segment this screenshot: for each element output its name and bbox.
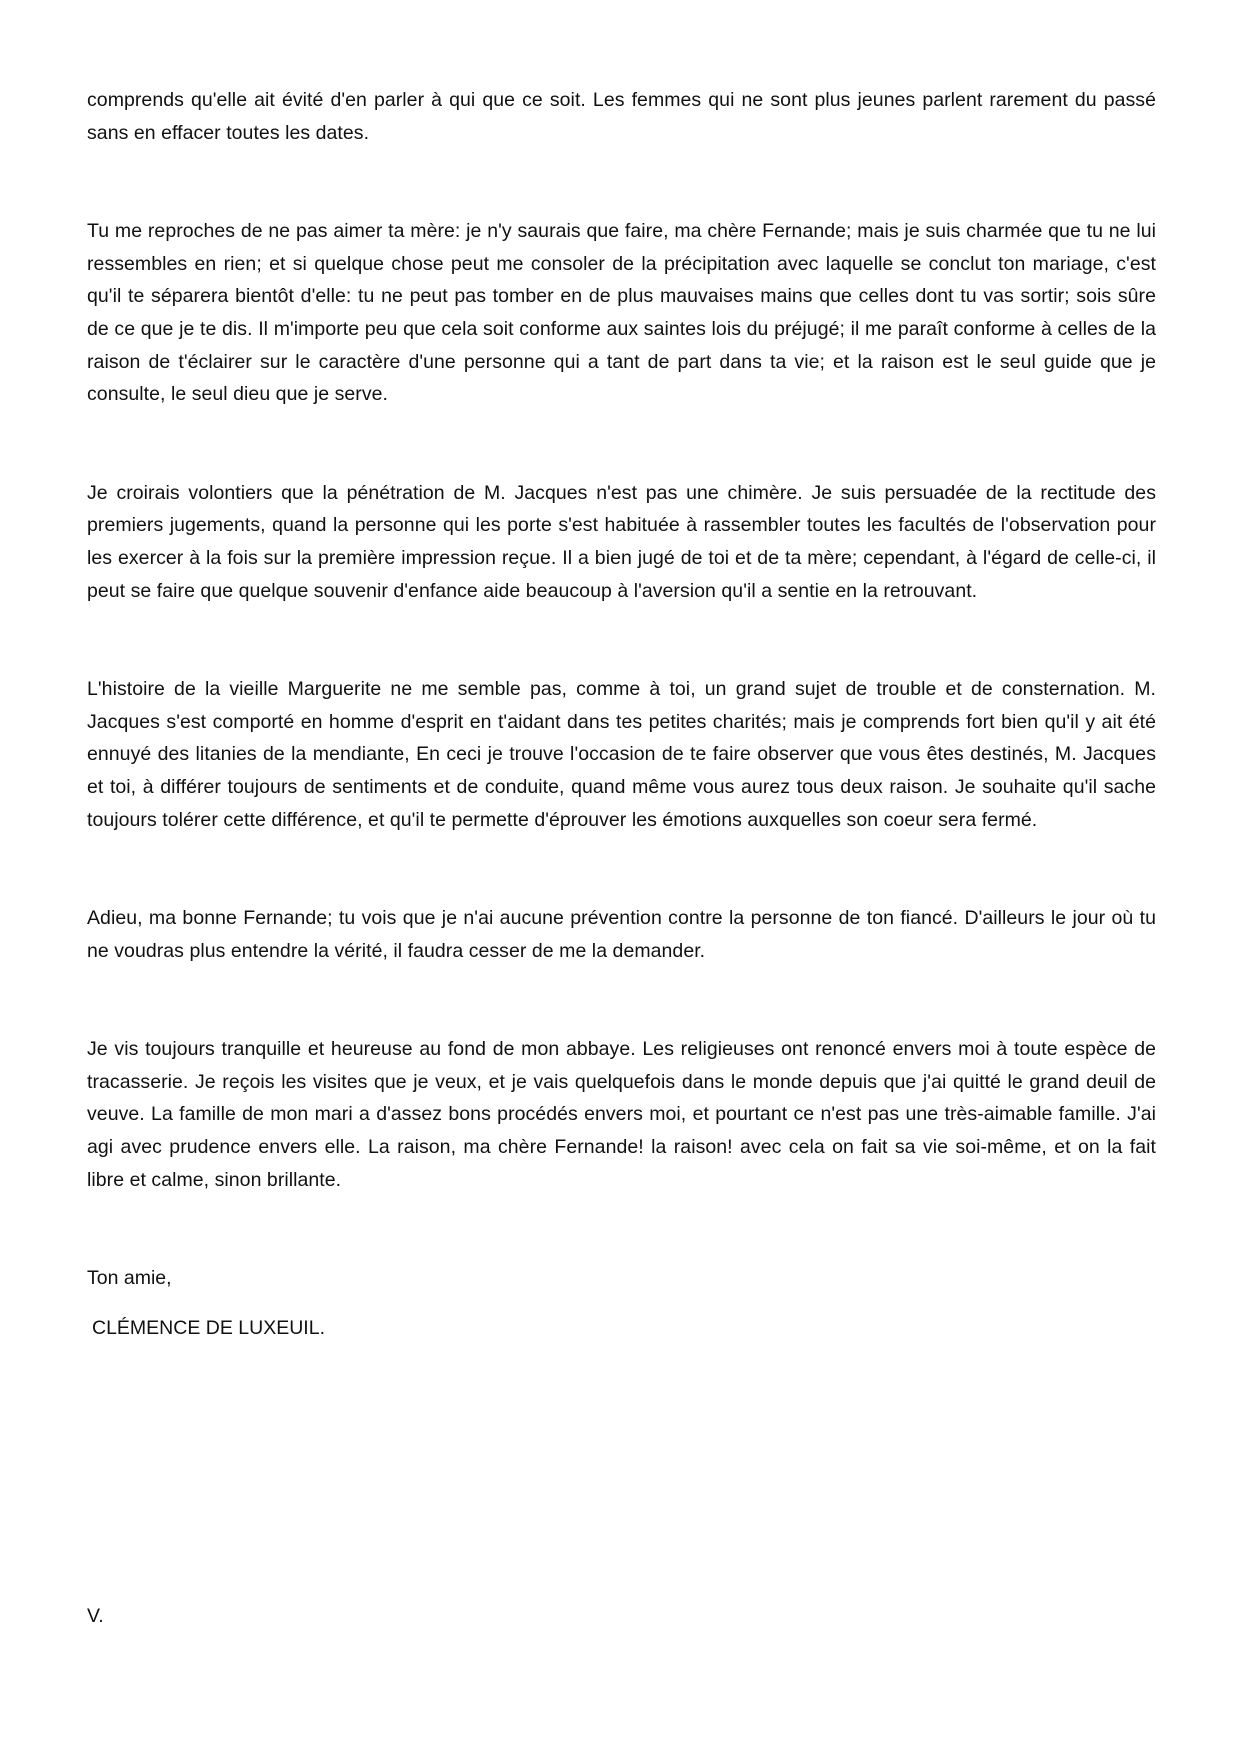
- paragraph: Je vis toujours tranquille et heureuse au fond de mon abbaye. Les religieuses ont renoncé envers moi à toute espèce de tracasserie. Je reçois les visites que je veux, et je vais quelquefois dans le monde depuis que j'ai quitté le grand deuil de veuve. La famille de mon mari a d'assez bons procédés envers moi, et pourtant ce n'est pas une très-aimable famille. J'ai agi avec prudence envers elle. La raison, ma chère Fernande! la raison! avec cela on fait sa vie soi-même, et on la fait libre et calme, sinon brillante.: [87, 1038, 1156, 1191]
- letter-body: [87, 84, 1156, 1344]
- letter-signature: CLÉMENCE DE LUXEUIL.: [92, 1316, 325, 1339]
- paragraph: L'histoire de la vieille Marguerite ne me semble pas, comme à toi, un grand sujet de trouble et de consternation. M. Jacques s'est comporté en homme d'esprit en t'aidant dans tes petites charités; mais je comprends fort bien qu'il y ait été ennuyé des litanies de la mendiante, En ceci je trouve l'occasion de te faire observer que vous êtes destinés, M. Jacques et toi, à différer toujours de sentiments et de conduite, quand même vous aurez tous deux raison. Je souhaite qu'il sache toujours tolérer cette différence, et qu'il te permette d'éprouver les émotions auxquelles son coeur sera fermé.: [87, 678, 1156, 831]
- paragraph: comprends qu'elle ait évité d'en parler à qui que ce soit. Les femmes qui ne sont plus jeunes parlent rarement du passé sans en effacer toutes les dates.: [87, 89, 1156, 144]
- paragraph: Je croirais volontiers que la pénétration de M. Jacques n'est pas une chimère. Je suis persuadée de la rectitude des premiers jugements, quand la personne qui les porte s'est habituée à rassembler toutes les facultés de l'observation pour les exercer à la fois sur la première impression reçue. Il a bien jugé de toi et de ta mère; cependant, à l'égard de celle-ci, il peut se faire que quelque souvenir d'enfance aide beaucoup à l'aversion qu'il a sentie en la retrouvant.: [87, 481, 1156, 602]
- letter-closing: Ton amie,: [87, 1267, 172, 1290]
- paragraph: Adieu, ma bonne Fernande; tu vois que je n'ai aucune prévention contre la personne de ton fiancé. D'ailleurs le jour où tu ne voudras plus entendre la vérité, il faudra cesser de me la demander.: [87, 907, 1156, 962]
- chapter-marker: V.: [87, 1605, 104, 1627]
- paragraph: Tu me reproches de ne pas aimer ta mère: je n'y saurais que faire, ma chère Fernande; mais je suis charmée que tu ne lui ressembles en rien; et si quelque chose peut me consoler de la précipitation avec laquelle se conclut ton mariage, c'est qu'il te séparera bientôt d'elle: tu ne peut pas tomber en de plus mauvaises mains que celles dont tu vas sortir; sois sûre de ce que je te dis. Il m'importe peu que cela soit conforme aux saintes lois du préjugé; il me paraît conforme à celles de la raison de t'éclairer sur le caractère d'une personne qui a tant de part dans ta vie; et la raison est le seul guide que je consulte, le seul dieu que je serve.: [87, 220, 1156, 406]
